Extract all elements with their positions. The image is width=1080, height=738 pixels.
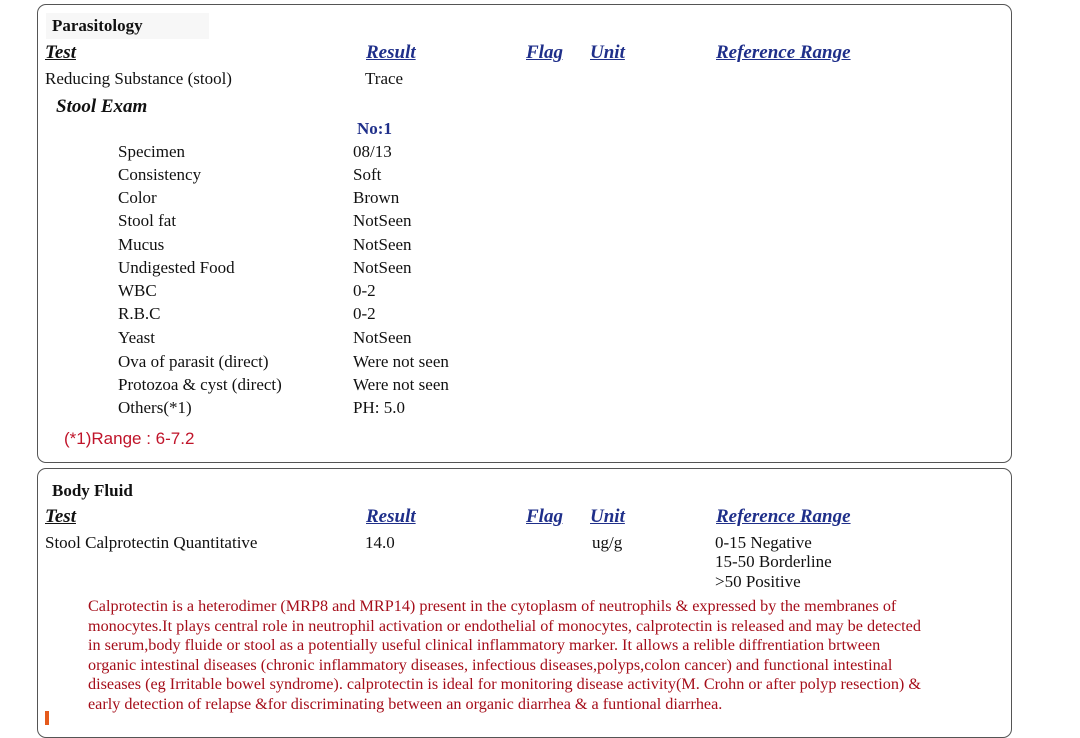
header-reference-range: Reference Range bbox=[716, 506, 851, 527]
stool-exam-label: Stool fat bbox=[118, 211, 177, 230]
range-footnote: (*1)Range : 6-7.2 bbox=[64, 429, 195, 448]
stool-exam-label: Ova of parasit (direct) bbox=[118, 352, 269, 371]
stool-exam-value: NotSeen bbox=[353, 235, 412, 254]
stool-exam-label: WBC bbox=[118, 281, 157, 300]
stool-exam-value: Soft bbox=[353, 165, 382, 184]
sample-number: No:1 bbox=[357, 119, 392, 138]
stool-exam-value: NotSeen bbox=[353, 211, 412, 230]
stool-exam-value: Were not seen bbox=[353, 352, 449, 371]
stool-exam-label: Yeast bbox=[118, 328, 156, 347]
reference-line: 0-15 Negative bbox=[715, 533, 812, 552]
stool-exam-label: Mucus bbox=[118, 235, 165, 254]
body-fluid-panel bbox=[37, 468, 1012, 738]
header-unit: Unit bbox=[590, 42, 625, 63]
note-line: organic intestinal diseases (chronic inflammatory diseases, infectious diseases,polyps,colon cancer) and functional intestinal bbox=[88, 655, 893, 674]
stool-exam-value: PH: 5.0 bbox=[353, 398, 405, 417]
reference-line: 15-50 Borderline bbox=[715, 552, 832, 571]
header-reference-range: Reference Range bbox=[716, 42, 851, 63]
calprotectin-result: 14.0 bbox=[365, 533, 395, 552]
stool-exam-label: Protozoa & cyst (direct) bbox=[118, 375, 282, 394]
header-unit: Unit bbox=[590, 506, 625, 527]
stool-exam-label: Undigested Food bbox=[118, 258, 235, 277]
stool-exam-title: Stool Exam bbox=[56, 96, 148, 117]
parasitology-panel bbox=[37, 4, 1012, 463]
header-test: Test bbox=[45, 506, 76, 527]
note-line: monocytes.It plays central role in neutrophil activation or endothelial of monocytes, calprotectin is released and may be detected bbox=[88, 616, 921, 635]
note-line: Calprotectin is a heterodimer (MRP8 and MRP14) present in the cytoplasm of neutrophils & expressed by the membranes of bbox=[88, 597, 897, 615]
margin-marker bbox=[45, 711, 49, 725]
stool-exam-label: Color bbox=[118, 188, 157, 207]
stool-exam-label: Consistency bbox=[118, 165, 202, 184]
note-line: early detection of relapse &for discriminating between an organic diarrhea & a funtional diarrhea. bbox=[88, 694, 723, 713]
calprotectin-unit: ug/g bbox=[592, 533, 623, 552]
stool-exam-value: 08/13 bbox=[353, 142, 392, 161]
stool-exam-label: Specimen bbox=[118, 142, 186, 161]
stool-exam-value: NotSeen bbox=[353, 328, 412, 347]
note-line: in serum,body fluide or stool as a potentially useful clinical inflammatory marker. It allows a relible diffrentiation brtween bbox=[88, 636, 881, 655]
body-fluid-title: Body Fluid bbox=[52, 481, 133, 500]
parasitology-title: Parasitology bbox=[52, 16, 143, 35]
calprotectin-note bbox=[88, 597, 998, 715]
header-result: Result bbox=[366, 506, 416, 527]
reference-line: >50 Positive bbox=[715, 572, 801, 591]
header-result: Result bbox=[366, 42, 416, 63]
note-line: diseases (eg Irritable bowel syndrome). calprotectin is ideal for monitoring disease activity(M. Crohn or after polyp resection) & bbox=[88, 675, 921, 694]
header-flag: Flag bbox=[526, 42, 563, 63]
header-test: Test bbox=[45, 42, 76, 63]
stool-exam-value: NotSeen bbox=[353, 258, 412, 277]
stool-exam-value: Brown bbox=[353, 188, 400, 207]
stool-exam-value: 0-2 bbox=[353, 304, 376, 323]
stool-exam-value: Were not seen bbox=[353, 375, 449, 394]
stool-exam-label: Others(*1) bbox=[118, 398, 192, 417]
reducing-substance-test: Reducing Substance (stool) bbox=[45, 69, 232, 88]
stool-exam-label: R.B.C bbox=[118, 304, 161, 323]
reducing-substance-result: Trace bbox=[365, 69, 404, 88]
calprotectin-test: Stool Calprotectin Quantitative bbox=[45, 533, 258, 552]
stool-exam-value: 0-2 bbox=[353, 281, 376, 300]
header-flag: Flag bbox=[526, 506, 563, 527]
